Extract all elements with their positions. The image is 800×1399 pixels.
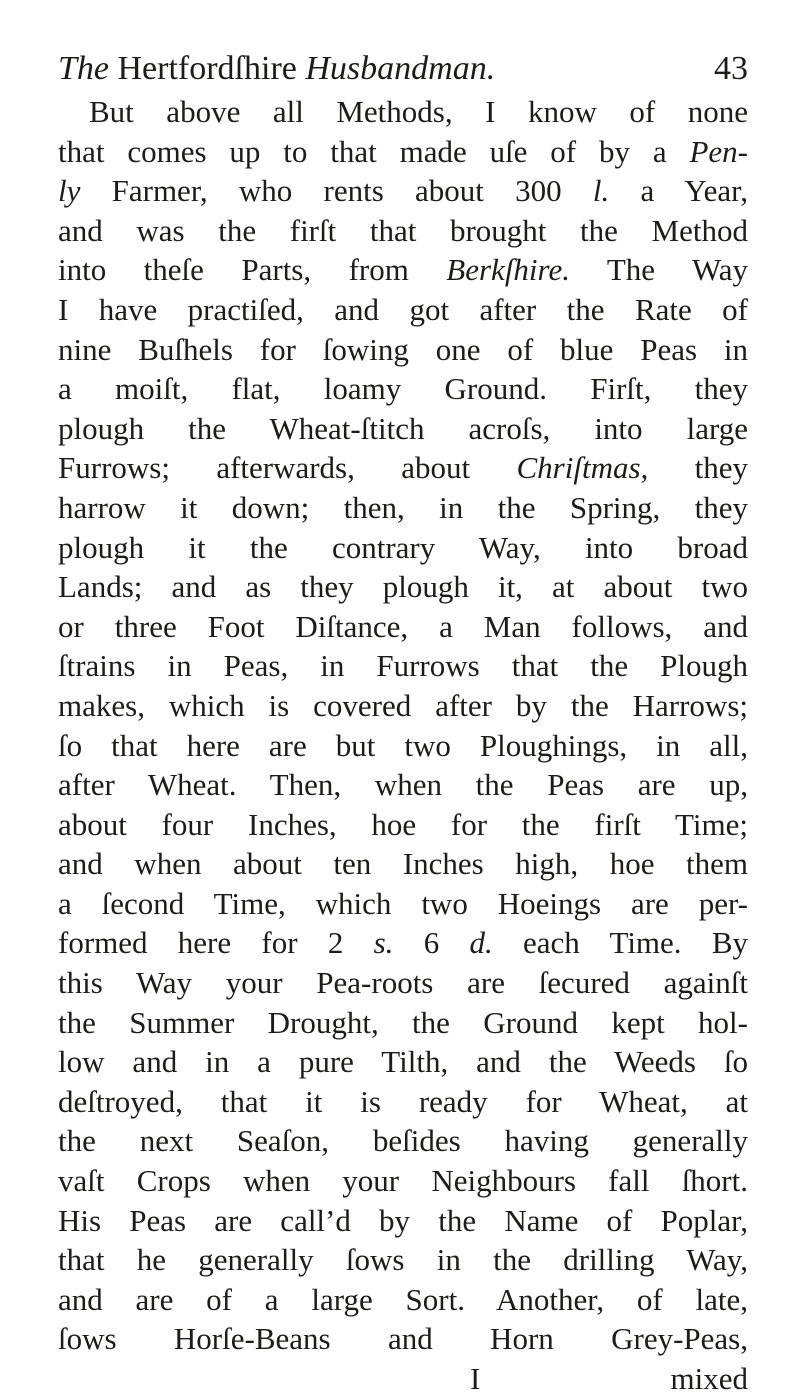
text-segment: low and in a pure Tilth, and the Weeds ſo	[58, 1044, 748, 1080]
text-segment: plough the Wheat-ſtitch acroſs, into large	[58, 410, 748, 446]
text-segment: The Way	[569, 252, 748, 288]
text-line	[58, 211, 748, 251]
text-segment: ly	[58, 173, 81, 209]
text-line	[58, 528, 748, 568]
text-line	[58, 1082, 748, 1122]
text-line	[58, 765, 748, 805]
text-segment: nine Buſhels for ſowing one of blue Peas in	[58, 331, 748, 367]
text-segment: Pen-	[689, 133, 748, 169]
text-segment: 6	[393, 925, 470, 961]
text-line	[58, 726, 748, 766]
text-segment: they	[648, 450, 749, 486]
text-segment: each Time. By	[492, 925, 749, 961]
text-line	[58, 330, 748, 370]
text-segment: Lands; and as they plough it, at about two	[58, 569, 748, 605]
text-line	[58, 686, 748, 726]
text-line	[58, 1003, 748, 1043]
running-header	[58, 44, 748, 94]
text-segment: that comes up to that made uſe of by a	[58, 133, 690, 169]
text-segment: harrow it down; then, in the Spring, they	[58, 489, 748, 525]
text-line	[58, 132, 748, 172]
text-segment: Chriſtmas,	[516, 450, 649, 486]
text-line	[58, 963, 748, 1003]
text-segment: His Peas are call’d by the Name of Poplar,	[58, 1202, 748, 1238]
text-segment: or three Foot Diſtance, a Man follows, and	[58, 608, 748, 644]
text-segment: vaſt Crops when your Neighbours fall ſhort.	[58, 1163, 748, 1199]
text-segment: the Summer Drought, the Ground kept hol-	[58, 1004, 748, 1040]
signature-mark: I	[470, 1361, 481, 1396]
text-segment: the next Seaſon, beſides having generally	[58, 1123, 748, 1159]
text-line	[58, 1280, 748, 1320]
text-segment: plough it the contrary Way, into broad	[58, 529, 748, 565]
text-line	[58, 488, 748, 528]
text-line	[58, 884, 748, 924]
text-segment: l.	[592, 173, 610, 209]
text-line	[58, 1121, 748, 1161]
text-segment: ſo that here are but two Ploughings, in all,	[58, 727, 748, 763]
text-segment: s.	[373, 925, 394, 961]
catchword: mixed	[670, 1361, 748, 1396]
text-segment: and are of a large Sort. Another, of late,	[58, 1281, 748, 1317]
text-segment: a Year,	[609, 173, 748, 209]
text-segment: formed here for 2	[58, 925, 374, 961]
text-segment: about four Inches, hoe for the firſt Time;	[58, 806, 748, 842]
text-segment: makes, which is covered after by the Harrows;	[58, 687, 748, 723]
text-segment: ſows Horſe-Beans and Horn Grey-Peas,	[58, 1321, 748, 1357]
text-segment: But above all Methods, I know of none	[89, 94, 748, 129]
text-segment: after Wheat. Then, when the Peas are up,	[58, 767, 748, 803]
page-number: 43	[714, 50, 748, 87]
text-segment: Furrows; afterwards, about	[58, 450, 517, 486]
text-line	[58, 923, 748, 963]
text-line	[58, 1240, 748, 1280]
text-segment: into theſe Parts, from	[58, 252, 447, 288]
text-line	[58, 290, 748, 330]
text-segment: a moiſt, flat, loamy Ground. Firſt, they	[58, 371, 748, 407]
text-segment: this Way your Pea-roots are ſecured againſt	[58, 965, 748, 1001]
text-line	[58, 409, 748, 449]
text-line	[58, 844, 748, 884]
text-line	[58, 448, 748, 488]
text-line	[58, 607, 748, 647]
text-line	[58, 646, 748, 686]
text-line	[58, 805, 748, 845]
text-segment: Farmer, who rents about 300	[80, 173, 593, 209]
text-line	[58, 567, 748, 607]
text-line	[58, 250, 748, 290]
body-text	[58, 92, 748, 1399]
text-segment: and was the firſt that brought the Method	[58, 212, 748, 248]
text-line	[58, 1042, 748, 1082]
text-segment: d.	[469, 925, 493, 961]
text-line	[58, 92, 748, 132]
header-title-plain: Hertfordſhire	[109, 50, 306, 87]
text-segment: Berkſhire.	[446, 252, 570, 288]
text-line	[58, 1161, 748, 1201]
header-title-italic: The	[58, 50, 109, 87]
footer-line	[58, 1359, 748, 1399]
text-line	[58, 369, 748, 409]
text-segment: a ſecond Time, which two Hoeings are per-	[58, 885, 748, 921]
text-segment: that he generally ſows in the drilling Way,	[58, 1242, 748, 1278]
text-segment: deſtroyed, that it is ready for Wheat, at	[58, 1083, 748, 1119]
text-line	[58, 1201, 748, 1241]
header-title-italic-2: Husbandman.	[305, 50, 496, 87]
text-segment: and when about ten Inches high, hoe them	[58, 846, 748, 882]
text-line	[58, 171, 748, 211]
text-segment: ſtrains in Peas, in Furrows that the Plough	[58, 648, 748, 684]
text-segment: I have practiſed, and got after the Rate of	[58, 291, 748, 327]
text-line	[58, 1319, 748, 1359]
